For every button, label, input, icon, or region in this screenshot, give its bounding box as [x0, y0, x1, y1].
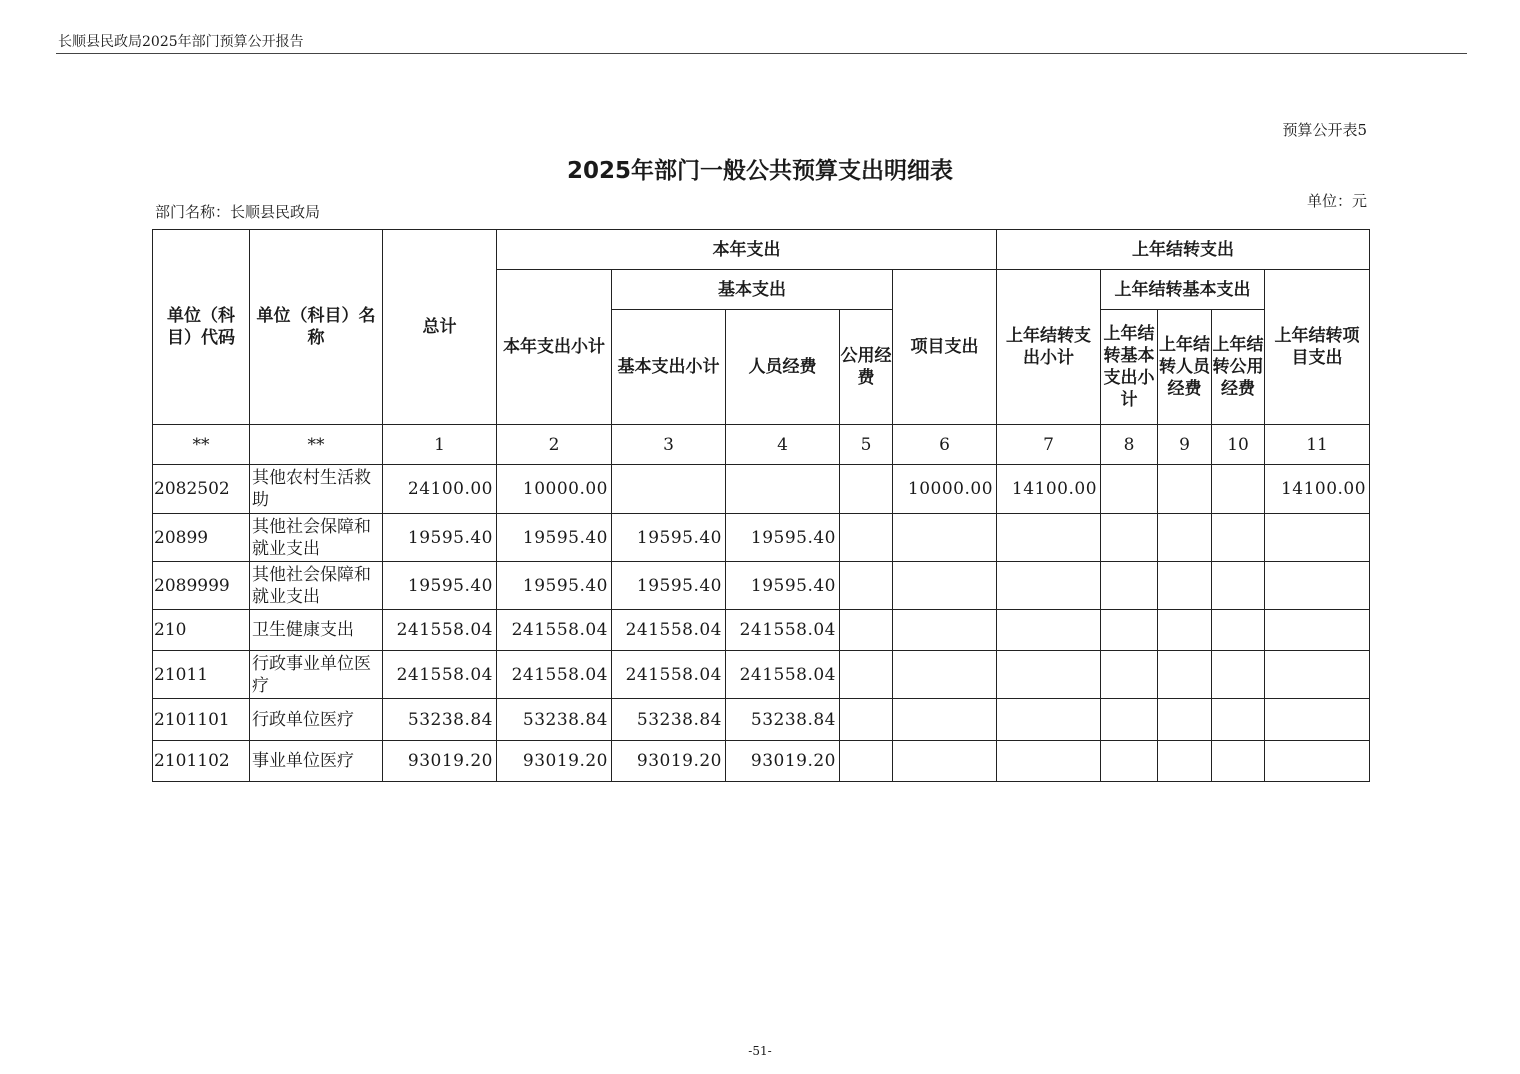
cell-basic-subtotal: 241558.04: [612, 610, 726, 651]
cell-project: [893, 562, 997, 610]
index-cell: 10: [1212, 425, 1265, 465]
budget-detail-table: [152, 229, 1370, 782]
cell-personnel: 19595.40: [726, 514, 840, 562]
cell-project: [893, 741, 997, 782]
index-cell: 5: [840, 425, 893, 465]
cell-carryover-project: [1265, 651, 1370, 699]
index-cell: 6: [893, 425, 997, 465]
cell-basic-subtotal: 53238.84: [612, 699, 726, 741]
header-unit-name: 单位（科目）名称: [250, 230, 383, 425]
cell-carryover-project: [1265, 610, 1370, 651]
header-carryover-basic-subtotal: 上年结转基本支出小计: [1101, 310, 1158, 425]
index-cell: **: [153, 425, 250, 465]
header-carryover: 上年结转支出: [997, 230, 1370, 270]
table-row: [153, 562, 1370, 610]
cell-carryover-personnel: [1158, 610, 1212, 651]
cell-carryover-basic-subtotal: [1101, 651, 1158, 699]
header-carryover-basic: 上年结转基本支出: [1101, 270, 1265, 310]
cell-carryover-project: [1265, 562, 1370, 610]
header-current-year: 本年支出: [497, 230, 997, 270]
header-public: 公用经费: [840, 310, 893, 425]
cell-total: 19595.40: [383, 562, 497, 610]
cell-public: [840, 651, 893, 699]
cell-carryover-project: [1265, 699, 1370, 741]
header-project: 项目支出: [893, 270, 997, 425]
cell-code: 2101102: [153, 741, 250, 782]
cell-personnel: 241558.04: [726, 610, 840, 651]
header-total: 总计: [383, 230, 497, 425]
cell-total: 241558.04: [383, 610, 497, 651]
cell-carryover-basic-subtotal: [1101, 741, 1158, 782]
cell-code: 210: [153, 610, 250, 651]
cell-carryover-subtotal: [997, 514, 1101, 562]
cell-carryover-public: [1212, 514, 1265, 562]
cell-code: 20899: [153, 514, 250, 562]
cell-personnel: [726, 465, 840, 514]
cell-carryover-basic-subtotal: [1101, 699, 1158, 741]
cell-basic-subtotal: 241558.04: [612, 651, 726, 699]
cell-total: 24100.00: [383, 465, 497, 514]
cell-public: [840, 562, 893, 610]
table-code: 预算公开表5: [1282, 121, 1367, 139]
cell-current-subtotal: 241558.04: [497, 610, 612, 651]
cell-name: 其他农村生活救助: [250, 465, 383, 514]
header-current-subtotal: 本年支出小计: [497, 270, 612, 425]
cell-basic-subtotal: [612, 465, 726, 514]
cell-basic-subtotal: 19595.40: [612, 514, 726, 562]
index-cell: 7: [997, 425, 1101, 465]
cell-personnel: 93019.20: [726, 741, 840, 782]
page-number: -51-: [748, 1044, 772, 1058]
header-rule: [56, 53, 1467, 54]
running-header-title: 长顺县民政局2025年部门预算公开报告: [58, 34, 304, 50]
cell-current-subtotal: 10000.00: [497, 465, 612, 514]
index-cell: 11: [1265, 425, 1370, 465]
cell-carryover-basic-subtotal: [1101, 465, 1158, 514]
index-cell: 8: [1101, 425, 1158, 465]
index-cell: 1: [383, 425, 497, 465]
index-cell: **: [250, 425, 383, 465]
header-carryover-project: 上年结转项目支出: [1265, 270, 1370, 425]
cell-name: 其他社会保障和就业支出: [250, 562, 383, 610]
index-cell: 9: [1158, 425, 1212, 465]
cell-carryover-subtotal: [997, 741, 1101, 782]
cell-carryover-public: [1212, 562, 1265, 610]
header-unit-code: 单位（科目）代码: [153, 230, 250, 425]
table-row: [153, 610, 1370, 651]
cell-public: [840, 699, 893, 741]
cell-code: 2089999: [153, 562, 250, 610]
cell-project: [893, 651, 997, 699]
unit-label: 单位：元: [1306, 192, 1367, 210]
cell-current-subtotal: 241558.04: [497, 651, 612, 699]
page-title: 2025年部门一般公共预算支出明细表: [566, 158, 953, 184]
header-basic-subtotal: 基本支出小计: [612, 310, 726, 425]
header-basic: 基本支出: [612, 270, 893, 310]
cell-public: [840, 465, 893, 514]
cell-name: 行政事业单位医疗: [250, 651, 383, 699]
cell-carryover-personnel: [1158, 699, 1212, 741]
cell-code: 21011: [153, 651, 250, 699]
cell-total: 53238.84: [383, 699, 497, 741]
cell-name: 其他社会保障和就业支出: [250, 514, 383, 562]
cell-carryover-personnel: [1158, 651, 1212, 699]
cell-current-subtotal: 19595.40: [497, 562, 612, 610]
cell-public: [840, 514, 893, 562]
cell-public: [840, 741, 893, 782]
cell-name: 事业单位医疗: [250, 741, 383, 782]
table-row: [153, 651, 1370, 699]
cell-carryover-personnel: [1158, 741, 1212, 782]
cell-personnel: 241558.04: [726, 651, 840, 699]
cell-carryover-public: [1212, 699, 1265, 741]
cell-project: [893, 514, 997, 562]
department-name: 部门名称：长顺县民政局: [155, 203, 321, 221]
cell-carryover-public: [1212, 465, 1265, 514]
cell-carryover-subtotal: [997, 699, 1101, 741]
cell-basic-subtotal: 93019.20: [612, 741, 726, 782]
cell-total: 19595.40: [383, 514, 497, 562]
cell-total: 93019.20: [383, 741, 497, 782]
cell-carryover-subtotal: [997, 610, 1101, 651]
table-row: [153, 514, 1370, 562]
header-carryover-subtotal: 上年结转支出小计: [997, 270, 1101, 425]
cell-personnel: 53238.84: [726, 699, 840, 741]
index-cell: 3: [612, 425, 726, 465]
cell-carryover-personnel: [1158, 514, 1212, 562]
cell-carryover-public: [1212, 610, 1265, 651]
cell-total: 241558.04: [383, 651, 497, 699]
cell-carryover-basic-subtotal: [1101, 562, 1158, 610]
cell-carryover-project: 14100.00: [1265, 465, 1370, 514]
cell-name: 行政单位医疗: [250, 699, 383, 741]
cell-current-subtotal: 53238.84: [497, 699, 612, 741]
header-carryover-public: 上年结转公用经费: [1212, 310, 1265, 425]
cell-basic-subtotal: 19595.40: [612, 562, 726, 610]
cell-carryover-public: [1212, 651, 1265, 699]
cell-project: [893, 610, 997, 651]
cell-project: [893, 699, 997, 741]
cell-project: 10000.00: [893, 465, 997, 514]
cell-carryover-subtotal: [997, 562, 1101, 610]
cell-carryover-subtotal: [997, 651, 1101, 699]
cell-code: 2082502: [153, 465, 250, 514]
cell-public: [840, 610, 893, 651]
cell-carryover-personnel: [1158, 562, 1212, 610]
header-personnel: 人员经费: [726, 310, 840, 425]
cell-carryover-basic-subtotal: [1101, 514, 1158, 562]
cell-current-subtotal: 93019.20: [497, 741, 612, 782]
cell-name: 卫生健康支出: [250, 610, 383, 651]
table-row: [153, 465, 1370, 514]
cell-current-subtotal: 19595.40: [497, 514, 612, 562]
cell-carryover-basic-subtotal: [1101, 610, 1158, 651]
index-cell: 2: [497, 425, 612, 465]
cell-carryover-personnel: [1158, 465, 1212, 514]
table-row: [153, 699, 1370, 741]
index-cell: 4: [726, 425, 840, 465]
cell-carryover-subtotal: 14100.00: [997, 465, 1101, 514]
cell-carryover-project: [1265, 741, 1370, 782]
index-row: [153, 425, 1370, 465]
cell-personnel: 19595.40: [726, 562, 840, 610]
table-row: [153, 741, 1370, 782]
cell-carryover-public: [1212, 741, 1265, 782]
header-carryover-personnel: 上年结转人员经费: [1158, 310, 1212, 425]
cell-code: 2101101: [153, 699, 250, 741]
cell-carryover-project: [1265, 514, 1370, 562]
